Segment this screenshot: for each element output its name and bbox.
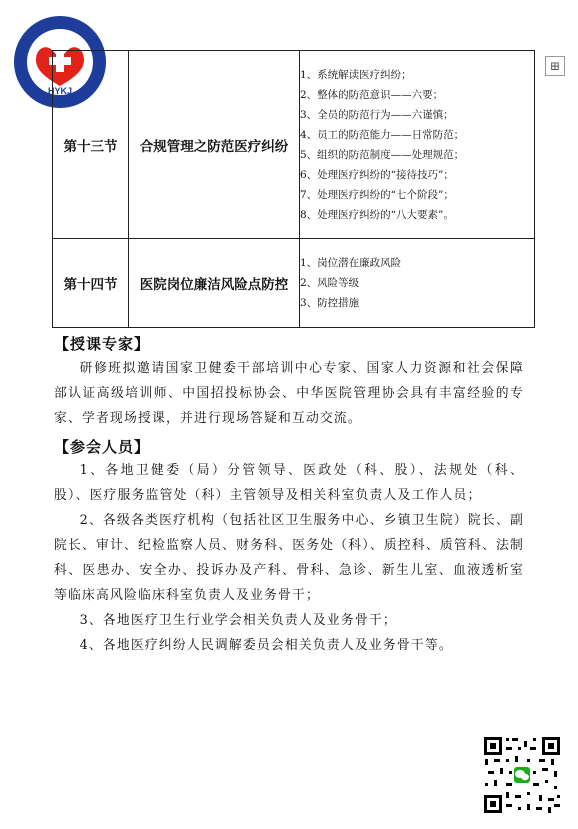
topic-cell: 合规管理之防范医疗纠纷	[129, 51, 300, 239]
table-row	[53, 239, 535, 328]
list-item: 6、处理医疗纠纷的“接待技巧”；	[300, 168, 454, 181]
experts-heading: 【授课专家】	[54, 335, 151, 353]
syllabus-table	[52, 50, 535, 328]
experts-paragraph: 研修班拟邀请国家卫健委干部培训中心专家、国家人力资源和社会保障部认证高级培训师、中国招投标协会、中华医院管理协会具有丰富经验的专家、学者现场授课，并进行现场答疑和互动交流。	[54, 361, 524, 426]
participant-item: 2、各级各类医疗机构（包括社区卫生服务中心、乡镇卫生院）院长、副院长、审计、纪检监察人员、财务科、医务处（科）、质控科、质管科、法制科、医患办、安全办、投诉办及产科、骨科、急诊、新生儿室、血液透析室等临床高风险临床科室负责人及业务骨干；	[54, 513, 524, 603]
list-item: 2、整体的防范意识——六要；	[300, 88, 444, 101]
list-item: 4、员工的防范能力——日常防范；	[300, 128, 465, 141]
participant-item: 1、各地卫健委（局）分管领导、医政处（科、股）、法规处（科、股）、医疗服务监管处（科）主管领导及相关科室负责人及工作人员；	[54, 463, 524, 503]
list-item: 8、处理医疗纠纷的“八大要素”。	[300, 208, 454, 221]
logo-text: HYKJ	[47, 86, 73, 96]
items-cell	[300, 239, 535, 328]
list-item: 5、组织的防范制度——处理规范；	[300, 148, 465, 161]
qr-code	[482, 735, 562, 815]
section-cell: 第十四节	[53, 239, 129, 328]
list-item: 1、系统解读医疗纠纷；	[300, 68, 412, 81]
participant-item: 4、各地医疗纠纷人民调解委员会相关负责人及业务骨干等。	[79, 638, 453, 653]
list-item: 1、岗位潜在廉政风险	[300, 257, 402, 269]
list-item: 3、防控措施	[300, 297, 360, 309]
list-item: 2、风险等级	[300, 277, 360, 289]
section-cell: 第十三节	[53, 51, 129, 239]
items-cell	[300, 51, 535, 239]
list-item: 3、全员的防范行为——六谨慎；	[300, 108, 454, 121]
topic-cell: 医院岗位廉洁风险点防控	[129, 239, 300, 328]
table-row	[53, 51, 535, 239]
participants-heading: 【参会人员】	[54, 438, 151, 456]
expand-icon[interactable]: ⊞	[545, 56, 565, 76]
participant-item: 3、各地医疗卫生行业学会相关负责人及业务骨干；	[79, 613, 397, 628]
list-item: 7、处理医疗纠纷的“七个阶段”；	[300, 188, 454, 201]
